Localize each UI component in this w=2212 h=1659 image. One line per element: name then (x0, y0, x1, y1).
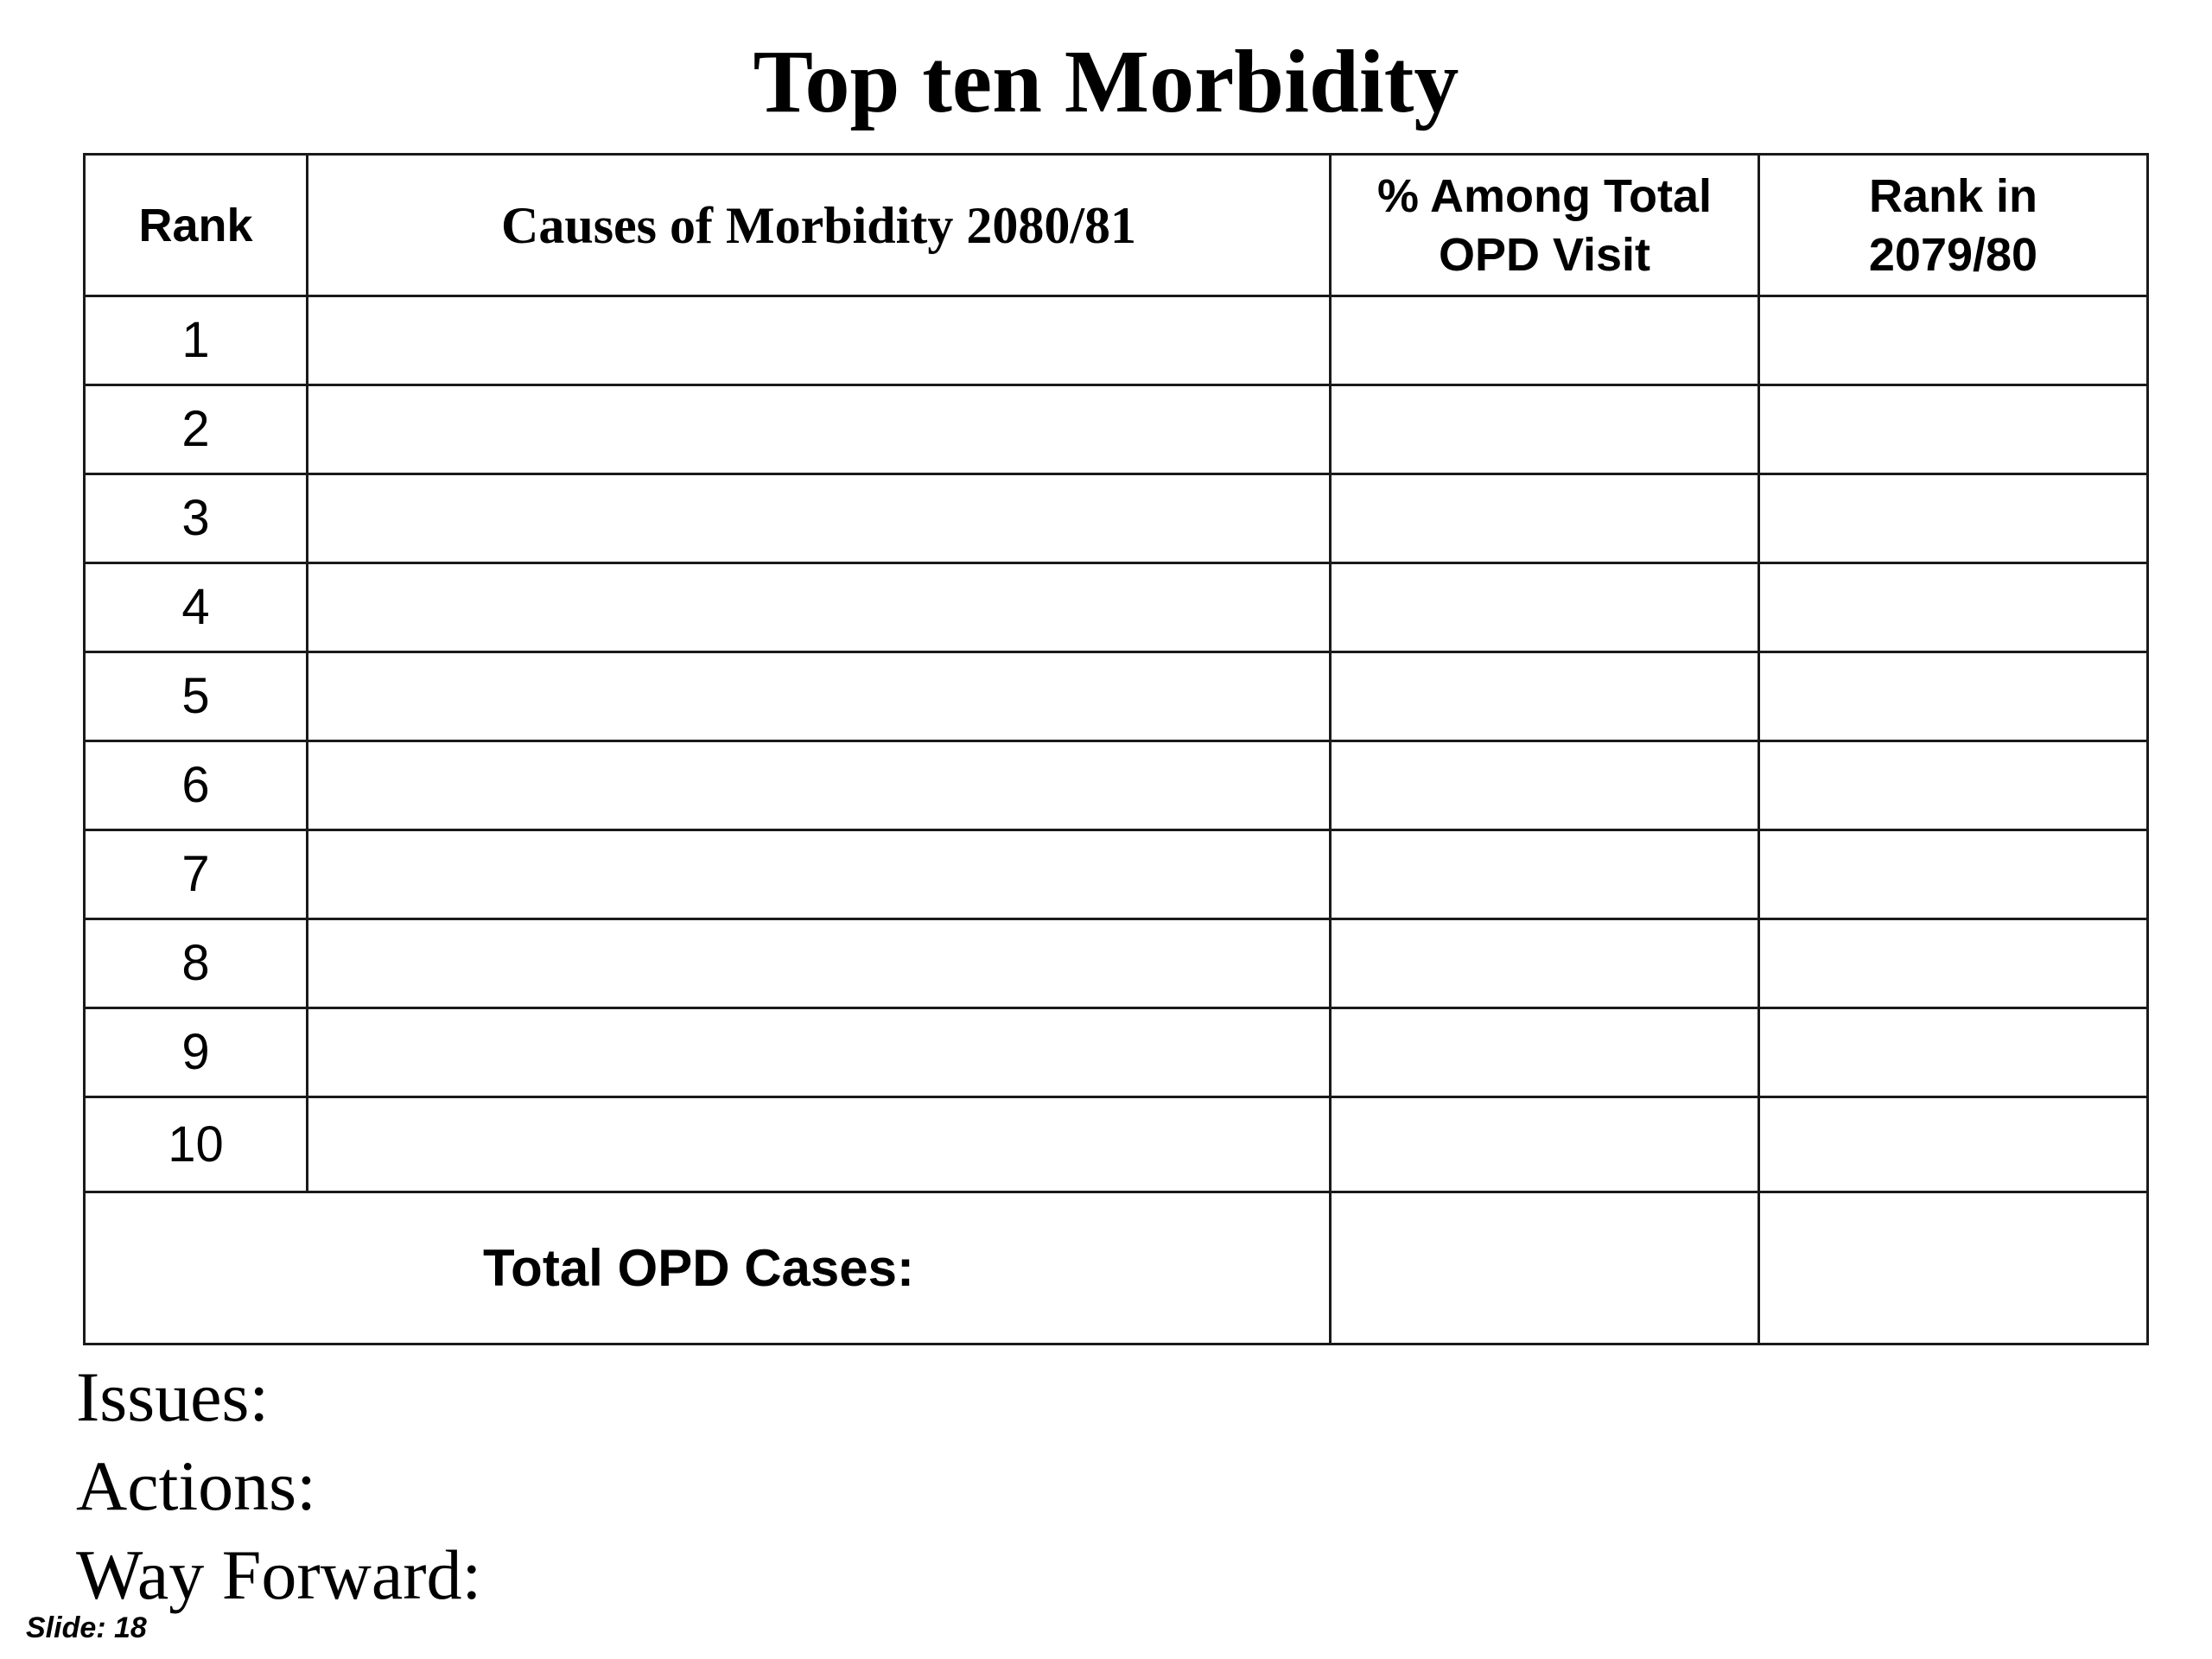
cause-cell (308, 296, 1331, 385)
previous-rank-cell (1759, 385, 2148, 474)
percent-cell (1331, 741, 1759, 830)
percent-header-line1: % Among Total (1377, 169, 1712, 222)
cause-cell (308, 474, 1331, 563)
morbidity-table (83, 153, 2149, 1345)
rank-cell: 4 (85, 563, 308, 652)
cause-cell (308, 563, 1331, 652)
previous-rank-cell (1759, 741, 2148, 830)
previous-rank-cell (1759, 296, 2148, 385)
rank-cell: 10 (85, 1097, 308, 1192)
total-row (85, 1192, 2148, 1344)
rank-cell: 1 (85, 296, 308, 385)
rank-cell: 6 (85, 741, 308, 830)
cause-cell (308, 385, 1331, 474)
percent-cell (1331, 830, 1759, 919)
table-row (85, 1008, 2148, 1097)
previous-rank-header-line1: Rank in (1868, 169, 2038, 222)
slide-number: Slide: 18 (26, 1611, 147, 1644)
previous-rank-header-line2: 2079/80 (1868, 228, 2038, 281)
table-row (85, 741, 2148, 830)
table-row (85, 296, 2148, 385)
total-opd-cases-text: Total OPD Cases: (482, 1238, 914, 1297)
percent-cell (1331, 563, 1759, 652)
rank-cell: 2 (85, 385, 308, 474)
rank-cell: 8 (85, 919, 308, 1008)
issues-label: Issues: (76, 1357, 270, 1436)
previous-rank-cell (1759, 919, 2148, 1008)
percent-cell (1331, 474, 1759, 563)
cause-column-header: Causes of Morbidity 2080/81 (308, 155, 1331, 296)
way-forward-label: Way Forward: (76, 1535, 482, 1614)
previous-rank-cell (1759, 563, 2148, 652)
total-percent-cell (1331, 1192, 1759, 1344)
percent-header-line2: OPD Visit (1438, 228, 1651, 281)
rank-column-header: Rank (85, 155, 308, 296)
rank-cell: 3 (85, 474, 308, 563)
total-opd-cases-label (85, 1192, 1331, 1344)
cause-cell (308, 652, 1331, 741)
slide-title: Top ten Morbidity (753, 32, 1459, 131)
percent-column-header (1331, 155, 1759, 296)
percent-cell (1331, 919, 1759, 1008)
previous-rank-cell (1759, 652, 2148, 741)
table-row (85, 474, 2148, 563)
rank-cell: 7 (85, 830, 308, 919)
cause-cell (308, 919, 1331, 1008)
table-row (85, 652, 2148, 741)
rank-cell: 5 (85, 652, 308, 741)
percent-cell (1331, 1008, 1759, 1097)
total-previous-rank-cell (1759, 1192, 2148, 1344)
table-row (85, 563, 2148, 652)
notes-section (76, 1352, 481, 1619)
previous-rank-cell (1759, 830, 2148, 919)
previous-rank-cell (1759, 1008, 2148, 1097)
cause-cell (308, 1008, 1331, 1097)
actions-label: Actions: (76, 1446, 316, 1525)
table-header-row (85, 155, 2148, 296)
previous-rank-cell (1759, 474, 2148, 563)
percent-cell (1331, 296, 1759, 385)
previous-rank-cell (1759, 1097, 2148, 1192)
cause-cell (308, 741, 1331, 830)
table-row (85, 1097, 2148, 1192)
percent-cell (1331, 385, 1759, 474)
table-row (85, 385, 2148, 474)
table-row (85, 919, 2148, 1008)
table-row (85, 830, 2148, 919)
cause-cell (308, 1097, 1331, 1192)
rank-cell: 9 (85, 1008, 308, 1097)
cause-cell (308, 830, 1331, 919)
percent-cell (1331, 1097, 1759, 1192)
previous-rank-column-header (1759, 155, 2148, 296)
percent-cell (1331, 652, 1759, 741)
